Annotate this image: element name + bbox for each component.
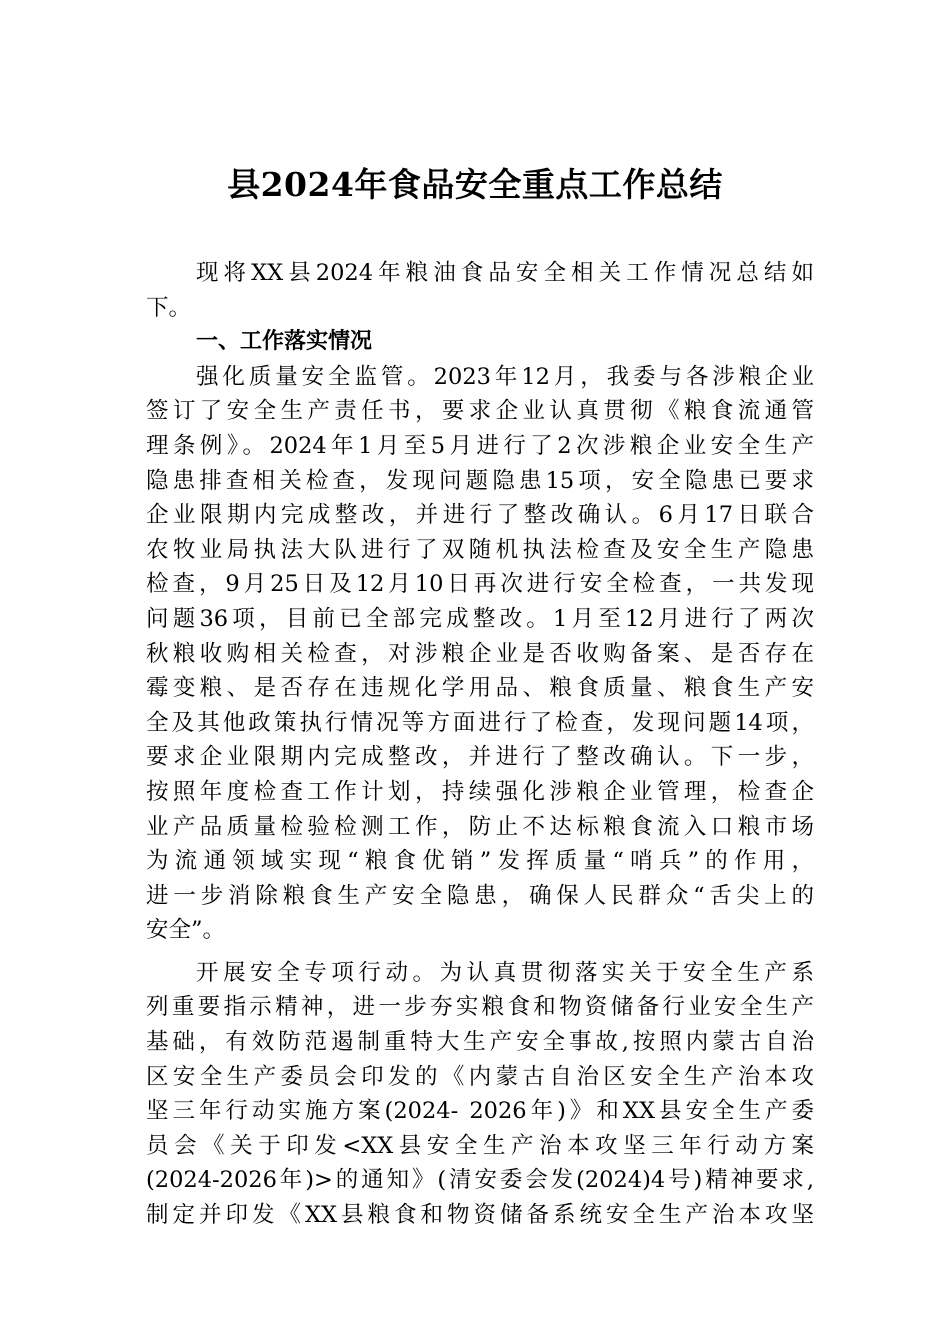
paragraph-line: 制定并印发《XX县粮食和物资储备系统安全生产治本攻坚 — [146, 1202, 814, 1229]
paragraph-line: 开展安全专项行动。为认真贯彻落实关于安全生产系 — [196, 959, 814, 986]
paragraph-line: (2024-2026年)>的通知》(清安委会发(2024)4号)精神要求, — [146, 1167, 814, 1194]
paragraph-gap — [146, 948, 814, 956]
paragraph-line: 全及其他政策执行情况等方面进行了检查，发现问题14项， — [146, 709, 814, 736]
paragraph-line: 区安全生产委员会印发的《内蒙古自治区安全生产治本攻 — [146, 1063, 814, 1090]
paragraph-line: 安全”。 — [146, 917, 226, 944]
paragraph-line: 列重要指示精神，进一步夯实粮食和物资储备行业安全生产 — [146, 994, 814, 1021]
intro-line: 现将XX县2024年粮油食品安全相关工作情况总结如 — [196, 260, 814, 286]
paragraph-line: 员会《关于印发<XX县安全生产治本攻坚三年行动方案 — [146, 1132, 814, 1159]
paragraph-line: 按照年度检查工作计划，持续强化涉粮企业管理，检查企 — [146, 778, 814, 805]
paragraph-line: 检查，9月25日及12月10日再次进行安全检查，一共发现 — [146, 571, 814, 598]
paragraph-line: 签订了安全生产责任书，要求企业认真贯彻《粮食流通管 — [146, 398, 814, 425]
paragraph-line: 问题36项，目前已全部完成整改。1月至12月进行了两次 — [146, 605, 814, 632]
paragraph-special-action — [146, 956, 814, 1233]
paragraph-quality-supervision — [146, 360, 814, 948]
paragraph-line: 业产品质量检验检测工作，防止不达标粮食流入口粮市场 — [146, 813, 814, 840]
document-body — [146, 256, 814, 1233]
intro-line: 下。 — [146, 294, 192, 321]
paragraph-line: 理条例》。2024年1月至5月进行了2次涉粮企业安全生产 — [146, 432, 814, 459]
document-title: 县2024年食品安全重点工作总结 — [227, 165, 723, 204]
paragraph-line: 农牧业局执法大队进行了双随机执法检查及安全生产隐患 — [146, 536, 814, 563]
paragraph-line: 强化质量安全监管。2023年12月，我委与各涉粮企业 — [196, 363, 814, 390]
paragraph-line: 要求企业限期内完成整改，并进行了整改确认。下一步， — [146, 744, 814, 771]
paragraph-line: 企业限期内完成整改，并进行了整改确认。6月17日联合 — [146, 502, 814, 529]
paragraph-line: 霉变粮、是否存在违规化学用品、粮食质量、粮食生产安 — [146, 675, 814, 702]
paragraph-line: 秋粮收购相关检查，对涉粮企业是否收购备案、是否存在 — [146, 640, 814, 667]
paragraph-line: 坚三年行动实施方案(2024- 2026年)》和XX县安全生产委 — [146, 1098, 814, 1125]
paragraph-line: 隐患排查相关检查，发现问题隐患15项，安全隐患已要求 — [146, 467, 814, 494]
paragraph-line: 为流通领域实现“粮食优销”发挥质量“哨兵”的作用， — [146, 848, 814, 875]
section-heading: 一、工作落实情况 — [196, 329, 373, 355]
paragraph-line: 基础，有效防范遏制重特大生产安全事故,按照内蒙古自治 — [146, 1029, 814, 1056]
paragraph-line: 进一步消除粮食生产安全隐患，确保人民群众“舌尖上的 — [146, 882, 814, 909]
